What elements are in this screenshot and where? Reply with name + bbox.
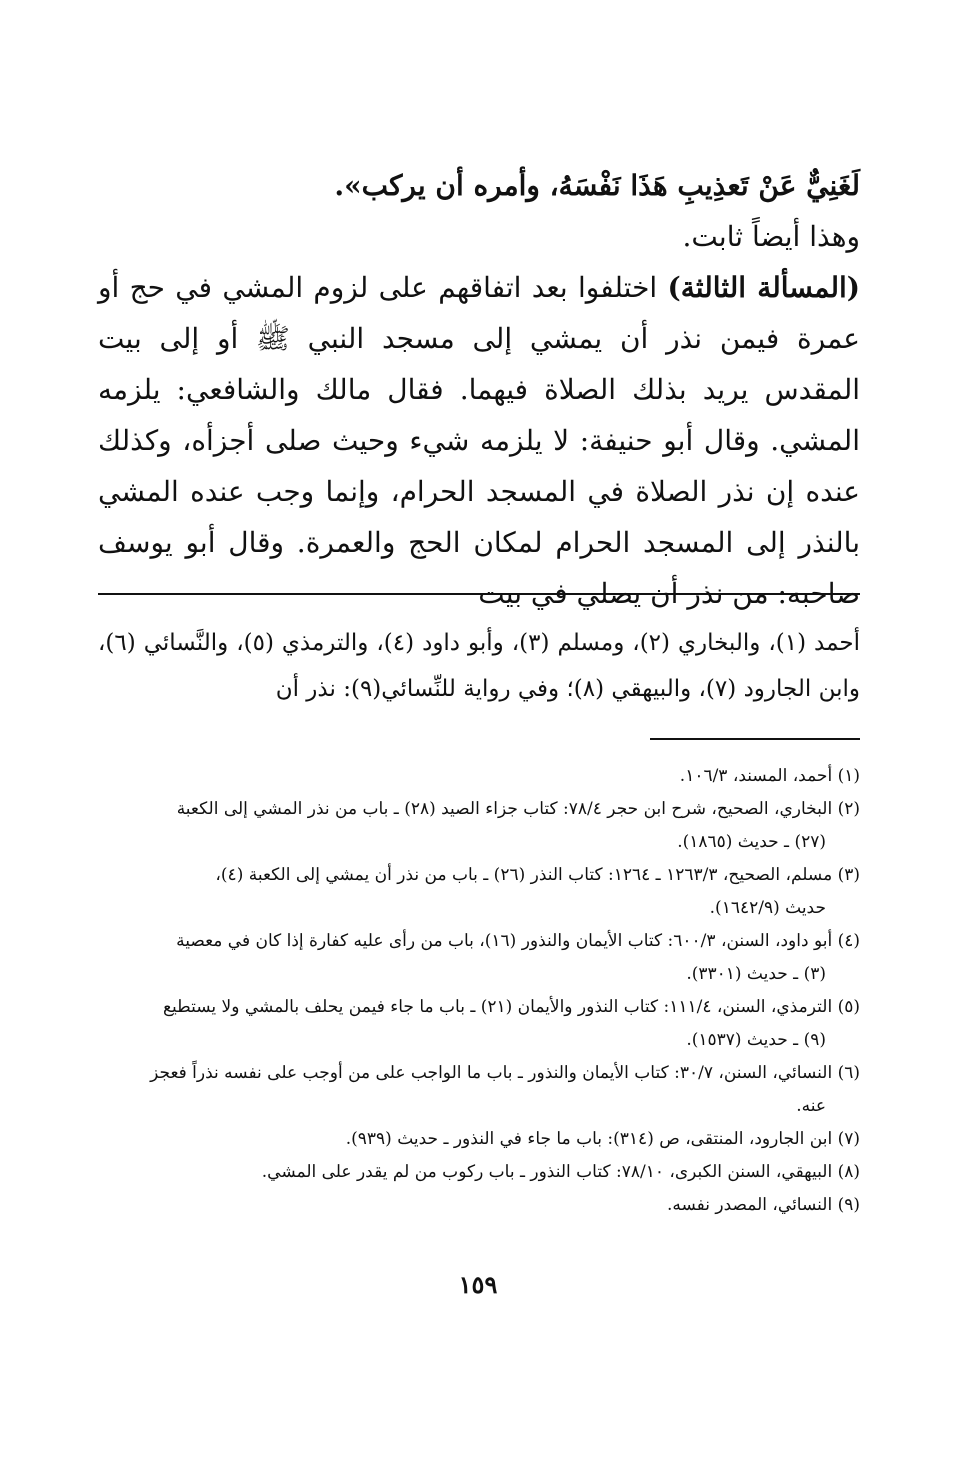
issue-heading: (المسألة الثالثة): [667, 271, 860, 304]
footnotes: [98, 760, 860, 1222]
footnote-line: (١) أحمد، المسند، ١٠٦/٣.: [679, 766, 860, 786]
page-number: ١٥٩: [458, 1270, 498, 1299]
citation-text: أحمد (١)، والبخاري (٢)، ومسلم (٣)، وأبو داود (٤)، والترمذي (٥)، والنَّسائي (٦)، وابن الجارود (٧)، والبيهقي (٨)؛ وفي رواية للنِّسائي(٩): نذر أن: [98, 630, 861, 702]
footnote-divider: [650, 738, 860, 740]
footnote-line: (٥) الترمذي، السنن، ١١١/٤: كتاب النذور والأيمان (٢١) ـ باب ما جاء فيمن يحلف بالمشي ولا يستطيع: [162, 997, 860, 1017]
footnote-continuation: (٩) ـ حديث (١٥٣٧).: [686, 1030, 826, 1050]
footnote-line: (٢) البخاري، الصحيح، شرح ابن حجر ٧٨/٤: كتاب جزاء الصيد (٢٨) ـ باب من نذر المشي إلى الكعبة: [176, 799, 860, 819]
footnote-line: (٧) ابن الجارود، المنتقى، ص (٣١٤): باب ما جاء في النذور ـ حديث (٩٣٩).: [345, 1129, 860, 1149]
footnote: [98, 1189, 860, 1222]
footnote: [98, 991, 860, 1057]
statement-line: وهذا أيضاً ثابت.: [682, 220, 860, 253]
footnote-line: (٨) البيهقي، السنن الكبرى، ٧٨/١٠: كتاب النذور ـ باب ركوب من لم يقدر على المشي.: [261, 1162, 860, 1182]
citation-block: [98, 620, 860, 712]
footnote: [98, 1156, 860, 1189]
footnote-continuation: (٣) ـ حديث (٣٣٠١).: [686, 964, 826, 984]
footnote: [98, 1123, 860, 1156]
footnote: [98, 859, 860, 925]
hadith-line: لَغَنِيٌّ عَنْ تَعذِيبِ هَذَا نَفْسَهُ، وأمره أن يركب».: [334, 169, 860, 202]
footnote-continuation: (٢٧) ـ حديث (١٨٦٥).: [677, 832, 826, 852]
footnote: [98, 760, 860, 793]
footnote-continuation: حديث (١٦٤٢/٩).: [709, 898, 826, 918]
main-text: [98, 160, 860, 619]
footnote-line: (٩) النسائي، المصدر نفسه.: [666, 1195, 860, 1215]
issue-paragraph: [98, 262, 860, 619]
footnote-continuation: عنه.: [796, 1096, 826, 1116]
footnote-line: (٤) أبو داود، السنن، ٦٠٠/٣: كتاب الأيمان والنذور (١٦)، باب من رأى عليه كفارة إذا كان في معصية: [176, 931, 860, 951]
footnote: [98, 793, 860, 859]
footnote: [98, 1057, 860, 1123]
main-divider: [98, 593, 860, 595]
footnote: [98, 925, 860, 991]
footnote-line: (٦) النسائي، السنن، ٣٠/٧: كتاب الأيمان والنذور ـ باب ما الواجب على من أوجب على نفسه نذراً فعجز: [150, 1063, 860, 1083]
footnote-line: (٣) مسلم، الصحيح، ١٢٦٣/٣ ـ ١٢٦٤: كتاب النذر (٢٦) ـ باب من نذر أن يمشي إلى الكعبة (٤)،: [215, 865, 860, 885]
issue-body: اختلفوا بعد اتفاقهم على لزوم المشي في حج أو عمرة فيمن نذر أن يمشي إلى مسجد النبي ﷺ أو إلى بيت المقدس يريد بذلك الصلاة فيهما. فقال مالك والشافعي: يلزمه المشي. وقال أبو حنيفة: لا يلزمه شيء وحيث صلى أجزأه، وكذلك عنده إن نذر الصلاة في المسجد الحرام، وإنما وجب عنده المشي بالنذر إلى المسجد الحرام لمكان الحج والعمرة. وقال أبو يوسف صاحبه: من نذر أن يصلي في بيت: [98, 271, 861, 610]
